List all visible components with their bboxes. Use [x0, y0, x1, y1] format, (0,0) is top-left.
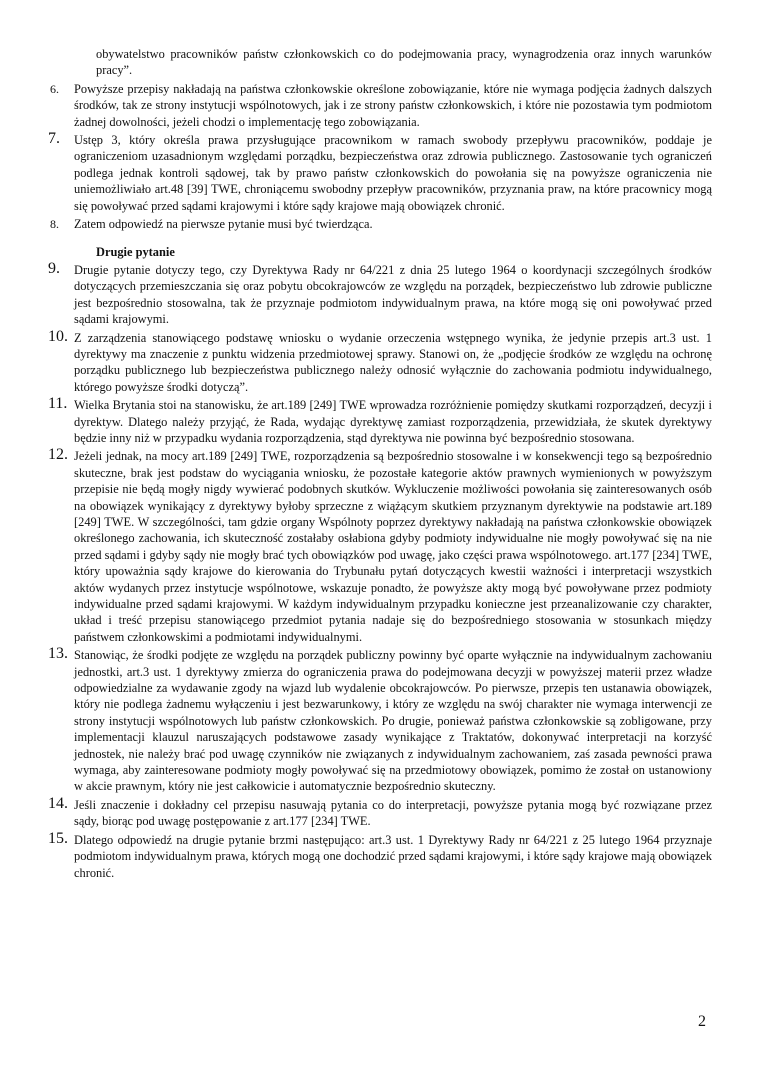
paragraph-number: 9. — [48, 259, 60, 277]
paragraph-text: Wielka Brytania stoi na stanowisku, że art.189 [249] TWE wprowadza rozróżnienie pomiędzy skutkami rozporządzeń, decyzji i dyrektyw. Dlatego należy przyjąć, że Rada, wydając dyrektywę zamiast rozporządzenia, przewidziała, że skutek dyrektywy będzie inny niż w przypadku wydania rozporządzenia, stąd dyrektywa nie powinna być bezpośrednio stosowana. — [74, 398, 712, 445]
paragraph-text: Jeśli znaczenie i dokładny cel przepisu nasuwają pytania co do interpretacji, powyższe pytania mogą być rozwiązane przez sądy, biorąc pod uwagę postępowanie z art.177 [234] TWE. — [74, 797, 712, 829]
paragraph-13 — [48, 647, 712, 795]
paragraph-text: Powyższe przepisy nakładają na państwa członkowskie określone zobowiązanie, które nie wymaga podjęcia żadnych dalszych środków, tak ze strony instytucji wspólnotowych, jak i ze strony państw członkowskich, i które nie pozostawia tym podmiotom żadnej dowolności, jeżeli chodzi o implementację tego zobowiązania. — [74, 81, 712, 129]
paragraph-7 — [48, 132, 712, 214]
paragraph-8 — [48, 216, 712, 232]
paragraph-number: 12. — [48, 446, 68, 464]
paragraph-text: Drugie pytanie dotyczy tego, czy Dyrektywa Rady nr 64/221 z dnia 25 lutego 1964 o koordynacji szczególnych środków dotyczących przemieszczania się oraz pobytu obcokrajowców ze względu na porządek, bezpieczeństwo lub zdrowie publiczne jest bezpośrednio stosowalna, tak że przyznaje podmiotom indywidualnym prawa, na które mogą się oni powoływać przed sądami krajowymi. — [74, 262, 712, 327]
paragraph-9 — [48, 259, 712, 328]
paragraph-text: Ustęp 3, który określa prawa przysługujące pracownikom w ramach swobody przepływu pracowników, poddaje je ograniczeniom uzasadnionym względami porządku, bezpieczeństwa oraz zdrowia publicznego. Zastosowanie tych ograniczeń podlega jednak kontroli sądowej, tak by prawo państw członkowskich do powołania się na powyższe ograniczenia nie uniemożliwiało art.48 [39] TWE, chroniącemu swobodny przepływ pracowników, przyznania praw, na które pracownicy mogą się powoływać przed sądami krajowymi i które sądy krajowe mają obowiązek chronić. — [74, 133, 712, 213]
paragraph-number: 14. — [48, 794, 68, 812]
continued-paragraph — [48, 46, 712, 79]
paragraph-text: Dlatego odpowiedź na drugie pytanie brzmi następująco: art.3 ust. 1 Dyrektywy Rady nr 64/221 z 25 lutego 1964 przyznaje podmiotom indywidualnym prawa, których mogą one dochodzić przed sądami krajowymi, i które sądy krajowe mają obowiązek chronić. — [74, 832, 712, 880]
paragraph-number: 8. — [50, 217, 59, 232]
paragraph-text: Z zarządzenia stanowiącego podstawę wniosku o wydanie orzeczenia wstępnego wynika, że jedynie przepis art.3 ust. 1 dyrektywy ma znaczenie z punktu widzenia przedmiotowej sprawy. Stanowi on, że „podjęcie środków ze względu na ochronę porządku publicznego lub bezpieczeństwa publicznego należy odnosić wyłącznie do zachowania podmiotu indywidualnego, którego powyższe środki dotyczą”. — [74, 330, 712, 394]
paragraph-15 — [48, 829, 712, 881]
paragraph-10 — [48, 327, 712, 396]
paragraph-number: 15. — [48, 829, 68, 847]
page-number: 2 — [698, 1013, 706, 1030]
paragraph-text: Jeżeli jednak, na mocy art.189 [249] TWE, rozporządzenia są bezpośrednio stosowalne i w konsekwencji tego są bezpośrednio skuteczne, brak jest podstaw do wyciągania wniosku, że pozostałe kategorie aktów prawnych wymienionych w powyższym przepisie nie będą mogły nigdy wywierać podobnych skutków. Wykluczenie możliwości powołania się zainteresowanych osób na obowiązek wynikający z dyrektywy byłoby sprzeczne z wiążącym skutkiem przyznanym dyrektywie na podstawie art.189 [249] TWE. W szczególności, tam gdzie organy Wspólnoty poprzez dyrektywy nakładają na państwa członkowskie obowiązek określonego zachowania, ich skuteczność zostałaby osłabiona gdyby podmioty indywidualne nie mogły powoływać się na nie przed sądami i gdyby sądy nie mogły brać tych obowiązków pod uwagę, jako części prawa wspólnotowego. art.177 [234] TWE, który upoważnia sądy krajowe do kierowania do Trybunału pytań dotyczących kwestii ważności i interpretacji wszystkich aktów wydanych przez instytucje wspólnotowe, wskazuje ponadto, że powyższe akty mogą być powoływane przez podmioty indywidualne przed sądami krajowymi. W każdym indywidualnym przypadku konieczne jest przeanalizowanie czy charakter, układ i treść przepisu stanowiącego przedmiot pytania nadaje się do bezpośredniego stosowania w stosunkach między państwem członkowskimi a podmiotami indywidualnymi. — [74, 449, 712, 644]
paragraph-text: Stanowiąc, że środki podjęte ze względu na porządek publiczny powinny być oparte wyłącznie na indywidualnym zachowaniu jednostki, art.3 ust. 1 dyrektywy zmierza do ograniczenia prawa do podejmowana decyzji w powyższej materii przez władze odpowiedzialne za wydawanie zgody na wjazd lub wydalenie obcokrajowców. Po pierwsze, przepis ten ustanawia obowiązek, który nie podlega żadnemu wyłączeniu i jest bezwarunkowy, i który ze względu na swój charakter nie wymaga interwencji ze strony instytucji wspólnotowych lub państw członkowskich. Po drugie, ponieważ państwa członkowskie są zobligowane, przy implementacji klauzul naruszających podstawowe zasady wynikające z Traktatów, dokonywać interpretacji na korzyść jednostek, nie należy brać pod uwagę czynników nie związanych z indywidualnym zachowaniem, zaś zasada pewności prawa wymaga, aby zainteresowane podmioty mogły powoływać się na przedmiotowy obowiązek, pomimo że został on ustanowiony w akcie prawnym, który nie jest całkowicie i automatycznie bezpośrednio skuteczny. — [74, 648, 712, 794]
paragraph-number: 6. — [50, 81, 59, 96]
paragraph-number: 10. — [48, 327, 68, 345]
document-body — [48, 46, 712, 883]
paragraph-6 — [48, 81, 712, 130]
paragraph-12 — [48, 448, 712, 645]
paragraph-text: obywatelstwo pracowników państw członkowskich co do podejmowania pracy, wynagrodzenia oraz innych warunków pracy”. — [96, 47, 712, 78]
paragraph-11 — [48, 397, 712, 446]
paragraph-number: 11. — [48, 395, 68, 413]
paragraph-text: Zatem odpowiedź na pierwsze pytanie musi być twierdząca. — [74, 217, 373, 232]
paragraph-number: 13. — [48, 645, 68, 663]
paragraph-number: 7. — [48, 130, 60, 148]
section-heading: Drugie pytanie — [96, 245, 175, 260]
paragraph-14 — [48, 794, 712, 830]
